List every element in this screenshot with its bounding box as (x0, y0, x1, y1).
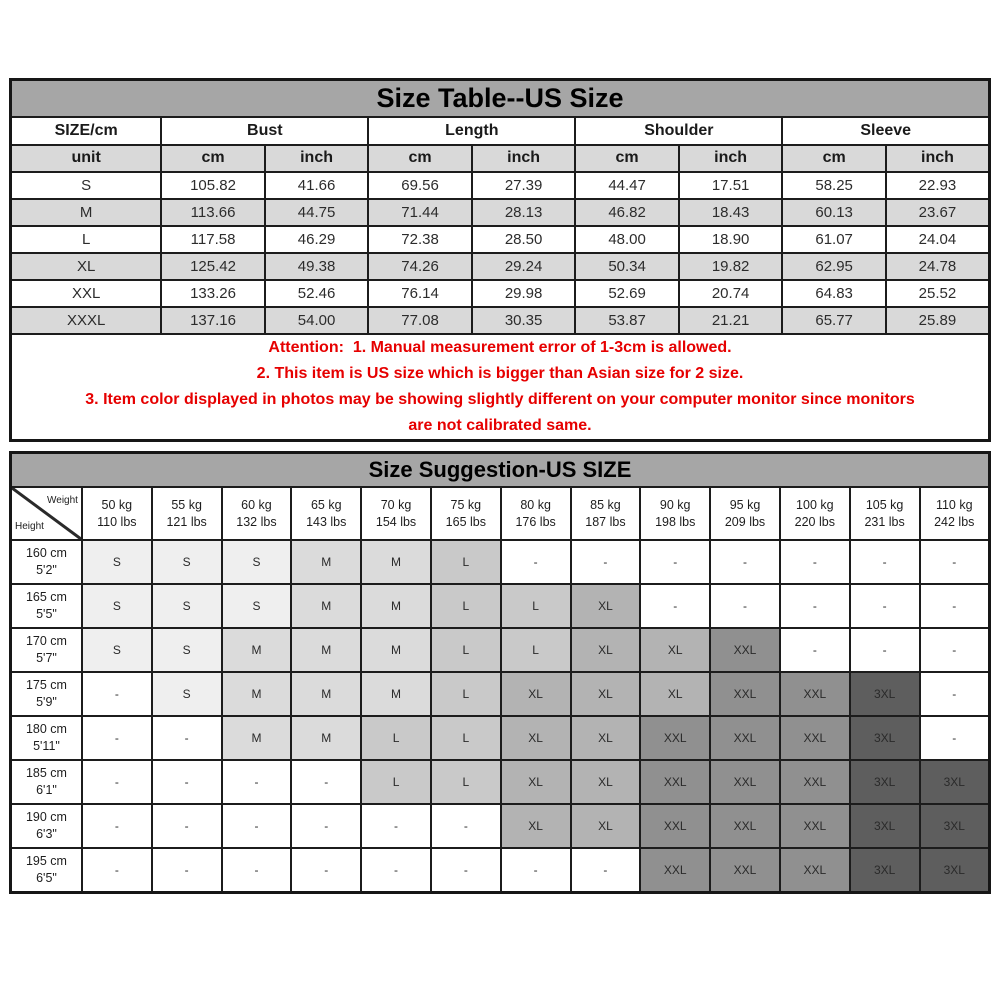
measurement-value-cell: 74.26 (368, 253, 472, 280)
size-suggestion-row (11, 848, 990, 892)
measurement-value-cell: 62.95 (782, 253, 886, 280)
weight-kg-label: 50 kg (101, 497, 133, 512)
measurement-value-cell: 44.47 (575, 172, 679, 199)
size-empty-cell: - (291, 804, 361, 848)
measurement-group-header: Bust (161, 117, 368, 145)
measurement-value-cell: 28.50 (472, 226, 576, 253)
size-recommendation-cell: XXL (780, 672, 850, 716)
attention-note (11, 334, 990, 441)
size-table-unit-row (11, 145, 990, 172)
weight-header-cell (291, 487, 361, 540)
weight-header-cell (780, 487, 850, 540)
height-ft-label: 6'5" (36, 870, 57, 885)
weight-height-corner (11, 487, 82, 540)
size-empty-cell: - (291, 760, 361, 804)
size-empty-cell: - (571, 848, 641, 892)
weight-kg-label: 80 kg (520, 497, 551, 512)
size-empty-cell: - (152, 716, 222, 760)
measurement-value-cell: 52.46 (265, 280, 369, 307)
size-recommendation-cell: L (361, 760, 431, 804)
size-recommendation-cell: S (82, 628, 152, 672)
height-ft-label: 5'7" (36, 651, 57, 665)
size-name-cell: L (11, 226, 162, 253)
size-suggestion-row (11, 584, 990, 628)
height-ft-label: 5'2" (36, 563, 57, 577)
size-suggestion-table (9, 451, 991, 894)
weight-lbs-label: 209 lbs (724, 514, 766, 529)
height-cm-label: 195 cm (25, 853, 67, 868)
weight-header-cell (431, 487, 501, 540)
size-name-cell: M (11, 199, 162, 226)
measurement-value-cell: 20.74 (679, 280, 783, 307)
weight-kg-label: 85 kg (590, 497, 621, 512)
height-header-cell (11, 804, 82, 848)
size-empty-cell: - (361, 804, 431, 848)
size-recommendation-cell: 3XL (920, 760, 990, 804)
corner-height-label: Height (15, 521, 44, 532)
size-recommendation-cell: XXL (710, 628, 780, 672)
size-recommendation-cell: M (361, 672, 431, 716)
weight-header-cell (152, 487, 222, 540)
weight-header-cell (361, 487, 431, 540)
size-empty-cell: - (222, 804, 292, 848)
size-table-row (11, 172, 990, 199)
measurement-value-cell: 25.89 (886, 307, 990, 334)
size-suggestion-row (11, 804, 990, 848)
size-empty-cell: - (571, 540, 641, 584)
size-recommendation-cell: M (222, 716, 292, 760)
size-recommendation-cell: XXL (640, 760, 710, 804)
size-table-row (11, 199, 990, 226)
weight-header-row (11, 487, 990, 540)
size-suggestion-title-row (11, 452, 990, 487)
unit-cell: cm (782, 145, 886, 172)
size-recommendation-cell: L (431, 540, 501, 584)
size-recommendation-cell: XL (501, 804, 571, 848)
height-cm-label: 170 cm (25, 634, 67, 648)
size-empty-cell: - (82, 804, 152, 848)
measurement-value-cell: 58.25 (782, 172, 886, 199)
height-cm-label: 160 cm (25, 546, 67, 560)
size-empty-cell: - (82, 672, 152, 716)
weight-kg-label: 100 kg (796, 497, 834, 512)
size-recommendation-cell: S (82, 540, 152, 584)
weight-header-cell (640, 487, 710, 540)
measurement-value-cell: 53.87 (575, 307, 679, 334)
weight-header-cell (850, 487, 920, 540)
size-empty-cell: - (920, 716, 990, 760)
height-ft-label: 5'9" (36, 695, 57, 709)
size-table-row (11, 307, 990, 334)
height-ft-label: 5'5" (36, 607, 57, 621)
size-table (9, 78, 991, 442)
measurement-value-cell: 54.00 (265, 307, 369, 334)
measurement-value-cell: 61.07 (782, 226, 886, 253)
size-recommendation-cell: XXL (710, 760, 780, 804)
attention-row (11, 334, 990, 441)
attention-line: 3. Item color displayed in photos may be showing slightly different on your computer monitor since monitors (85, 390, 915, 408)
size-recommendation-cell: L (501, 584, 571, 628)
size-recommendation-cell: 3XL (850, 672, 920, 716)
attention-line: 2. This item is US size which is bigger than Asian size for 2 size. (256, 364, 744, 382)
size-empty-cell: - (710, 584, 780, 628)
measurement-value-cell: 49.38 (265, 253, 369, 280)
height-cm-label: 175 cm (25, 678, 67, 692)
measurement-value-cell: 18.90 (679, 226, 783, 253)
size-recommendation-cell: S (222, 584, 292, 628)
size-empty-cell: - (640, 584, 710, 628)
height-header-cell (11, 672, 82, 716)
size-recommendation-cell: L (431, 584, 501, 628)
weight-header-cell (710, 487, 780, 540)
size-recommendation-cell: S (152, 672, 222, 716)
measurement-value-cell: 30.35 (472, 307, 576, 334)
size-recommendation-cell: L (361, 716, 431, 760)
weight-lbs-label: 132 lbs (236, 514, 277, 529)
unit-cell: cm (161, 145, 265, 172)
measurement-value-cell: 76.14 (368, 280, 472, 307)
size-empty-cell: - (152, 760, 222, 804)
weight-header-cell (920, 487, 990, 540)
size-recommendation-cell: M (291, 672, 361, 716)
size-recommendation-cell: XL (640, 628, 710, 672)
measurement-value-cell: 52.69 (575, 280, 679, 307)
size-recommendation-cell: M (361, 628, 431, 672)
weight-header-cell (222, 487, 292, 540)
weight-header-cell (571, 487, 641, 540)
size-table-title-row (11, 80, 990, 117)
height-header-cell (11, 628, 82, 672)
weight-header-cell (82, 487, 152, 540)
size-recommendation-cell: S (82, 584, 152, 628)
size-suggestion-row (11, 716, 990, 760)
size-empty-cell: - (291, 848, 361, 892)
unit-row-label: unit (11, 145, 162, 172)
size-suggestion-row (11, 540, 990, 584)
weight-kg-label: 90 kg (659, 497, 691, 512)
size-recommendation-cell: XL (571, 804, 641, 848)
size-recommendation-cell: XXL (710, 716, 780, 760)
measurement-value-cell: 18.43 (679, 199, 783, 226)
height-ft-label: 6'3" (36, 827, 57, 841)
weight-kg-label: 95 kg (729, 497, 761, 512)
measurement-value-cell: 29.24 (472, 253, 576, 280)
measurement-value-cell: 72.38 (368, 226, 472, 253)
height-header-cell (11, 540, 82, 584)
size-empty-cell: - (920, 584, 990, 628)
measurement-value-cell: 24.04 (886, 226, 990, 253)
weight-kg-label: 55 kg (171, 497, 202, 512)
size-recommendation-cell: XXL (710, 848, 780, 892)
measurement-value-cell: 133.26 (161, 280, 265, 307)
size-table-row (11, 253, 990, 280)
size-recommendation-cell: M (291, 716, 361, 760)
size-recommendation-cell: XXL (640, 716, 710, 760)
measurement-value-cell: 105.82 (161, 172, 265, 199)
size-table-row (11, 226, 990, 253)
unit-cell: inch (472, 145, 576, 172)
size-recommendation-cell: M (222, 672, 292, 716)
measurement-group-header: Sleeve (782, 117, 989, 145)
attention-line: are not calibrated same. (408, 416, 592, 434)
size-recommendation-cell: L (431, 672, 501, 716)
weight-lbs-label: 231 lbs (864, 514, 905, 529)
size-suggestion-title: Size Suggestion-US SIZE (11, 452, 990, 487)
measurement-value-cell: 137.16 (161, 307, 265, 334)
size-recommendation-cell: XL (571, 584, 641, 628)
table-gap (9, 442, 991, 451)
size-empty-cell: - (780, 540, 850, 584)
size-recommendation-cell: XL (501, 716, 571, 760)
height-cm-label: 185 cm (25, 766, 67, 780)
size-recommendation-cell: 3XL (850, 848, 920, 892)
size-empty-cell: - (710, 540, 780, 584)
size-recommendation-cell: S (152, 540, 222, 584)
size-recommendation-cell: M (222, 628, 292, 672)
size-recommendation-cell: M (361, 540, 431, 584)
weight-lbs-label: 165 lbs (445, 514, 486, 529)
size-empty-cell: - (82, 716, 152, 760)
weight-kg-label: 105 kg (865, 497, 904, 512)
unit-cell: cm (368, 145, 472, 172)
measurement-value-cell: 46.29 (265, 226, 369, 253)
weight-lbs-label: 198 lbs (655, 514, 696, 529)
size-suggestion-row (11, 628, 990, 672)
unit-cell: cm (575, 145, 679, 172)
size-recommendation-cell: 3XL (850, 760, 920, 804)
size-recommendation-cell: XXL (780, 848, 850, 892)
height-cm-label: 165 cm (25, 590, 67, 604)
size-empty-cell: - (780, 628, 850, 672)
measurement-value-cell: 46.82 (575, 199, 679, 226)
size-recommendation-cell: XL (571, 760, 641, 804)
measurement-value-cell: 69.56 (368, 172, 472, 199)
size-empty-cell: - (431, 848, 501, 892)
size-recommendation-cell: XXL (780, 716, 850, 760)
measurement-value-cell: 64.83 (782, 280, 886, 307)
measurement-value-cell: 21.21 (679, 307, 783, 334)
size-recommendation-cell: XL (571, 628, 641, 672)
size-empty-cell: - (431, 804, 501, 848)
height-header-cell (11, 716, 82, 760)
height-cm-label: 190 cm (25, 810, 67, 824)
size-table-body (11, 172, 990, 334)
weight-kg-label: 110 kg (935, 497, 973, 512)
measurement-value-cell: 125.42 (161, 253, 265, 280)
size-recommendation-cell: 3XL (920, 804, 990, 848)
weight-lbs-label: 220 lbs (794, 514, 835, 529)
size-recommendation-cell: M (291, 584, 361, 628)
size-recommendation-cell: XXL (640, 804, 710, 848)
size-recommendation-cell: S (152, 628, 222, 672)
size-empty-cell: - (361, 848, 431, 892)
size-recommendation-cell: XL (571, 672, 641, 716)
measurement-group-header: Length (368, 117, 575, 145)
measurement-value-cell: 113.66 (161, 199, 265, 226)
size-recommendation-cell: M (291, 540, 361, 584)
unit-cell: inch (886, 145, 990, 172)
size-recommendation-cell: S (222, 540, 292, 584)
measurement-value-cell: 48.00 (575, 226, 679, 253)
size-empty-cell: - (850, 628, 920, 672)
size-empty-cell: - (222, 848, 292, 892)
measurement-group-header: Shoulder (575, 117, 782, 145)
size-recommendation-cell: XXL (640, 848, 710, 892)
measurement-value-cell: 22.93 (886, 172, 990, 199)
size-empty-cell: - (850, 584, 920, 628)
size-empty-cell: - (920, 540, 990, 584)
size-empty-cell: - (850, 540, 920, 584)
size-suggestion-body (11, 540, 990, 892)
measurement-value-cell: 25.52 (886, 280, 990, 307)
height-ft-label: 6'1" (36, 783, 57, 797)
size-recommendation-cell: XL (640, 672, 710, 716)
measurement-value-cell: 117.58 (161, 226, 265, 253)
weight-lbs-label: 176 lbs (515, 514, 556, 529)
size-empty-cell: - (82, 848, 152, 892)
height-cm-label: 180 cm (25, 722, 67, 736)
weight-kg-label: 70 kg (380, 497, 412, 512)
size-recommendation-cell: XXL (710, 804, 780, 848)
size-name-cell: S (11, 172, 162, 199)
size-table-title: Size Table--US Size (11, 80, 990, 117)
weight-lbs-label: 242 lbs (934, 514, 975, 529)
size-recommendation-cell: XXL (780, 760, 850, 804)
corner-weight-label: Weight (47, 495, 78, 506)
size-recommendation-cell: 3XL (920, 848, 990, 892)
size-empty-cell: - (501, 848, 571, 892)
size-recommendation-cell: L (431, 716, 501, 760)
height-header-cell (11, 584, 82, 628)
weight-lbs-label: 154 lbs (375, 514, 417, 529)
measurement-value-cell: 17.51 (679, 172, 783, 199)
measurement-value-cell: 71.44 (368, 199, 472, 226)
size-table-row (11, 280, 990, 307)
weight-lbs-label: 121 lbs (166, 514, 207, 529)
size-suggestion-row (11, 672, 990, 716)
size-recommendation-cell: 3XL (850, 716, 920, 760)
size-table-header-row (11, 117, 990, 145)
size-empty-cell: - (152, 848, 222, 892)
weight-lbs-label: 110 lbs (97, 514, 137, 529)
height-header-cell (11, 848, 82, 892)
measurement-value-cell: 24.78 (886, 253, 990, 280)
size-recommendation-cell: M (291, 628, 361, 672)
measurement-value-cell: 28.13 (472, 199, 576, 226)
size-name-cell: XXL (11, 280, 162, 307)
weight-header-cell (501, 487, 571, 540)
size-name-cell: XL (11, 253, 162, 280)
size-empty-cell: - (82, 760, 152, 804)
measurement-value-cell: 19.82 (679, 253, 783, 280)
measurement-value-cell: 44.75 (265, 199, 369, 226)
height-ft-label: 5'11" (33, 739, 60, 753)
size-recommendation-cell: XL (501, 760, 571, 804)
size-recommendation-cell: M (361, 584, 431, 628)
weight-lbs-label: 187 lbs (585, 514, 626, 529)
weight-kg-label: 60 kg (241, 497, 272, 512)
weight-kg-label: 75 kg (450, 497, 482, 512)
size-recommendation-cell: XXL (710, 672, 780, 716)
measurement-value-cell: 50.34 (575, 253, 679, 280)
unit-cell: inch (679, 145, 783, 172)
size-empty-cell: - (152, 804, 222, 848)
size-recommendation-cell: XL (501, 672, 571, 716)
measurement-value-cell: 65.77 (782, 307, 886, 334)
measurement-value-cell: 60.13 (782, 199, 886, 226)
measurement-value-cell: 29.98 (472, 280, 576, 307)
size-table-corner-header: SIZE/cm (11, 117, 162, 145)
size-recommendation-cell: XXL (780, 804, 850, 848)
size-empty-cell: - (920, 672, 990, 716)
size-recommendation-cell: 3XL (850, 804, 920, 848)
height-header-cell (11, 760, 82, 804)
measurement-value-cell: 41.66 (265, 172, 369, 199)
size-suggestion-row (11, 760, 990, 804)
size-name-cell: XXXL (11, 307, 162, 334)
size-empty-cell: - (222, 760, 292, 804)
size-recommendation-cell: L (431, 628, 501, 672)
size-empty-cell: - (920, 628, 990, 672)
size-recommendation-cell: L (431, 760, 501, 804)
size-recommendation-cell: L (501, 628, 571, 672)
size-empty-cell: - (501, 540, 571, 584)
size-empty-cell: - (780, 584, 850, 628)
attention-line: Attention: 1. Manual measurement error of 1-3cm is allowed. (268, 338, 732, 356)
weight-lbs-label: 143 lbs (306, 514, 347, 529)
size-recommendation-cell: XL (571, 716, 641, 760)
unit-cell: inch (265, 145, 369, 172)
size-empty-cell: - (640, 540, 710, 584)
measurement-value-cell: 27.39 (472, 172, 576, 199)
measurement-value-cell: 23.67 (886, 199, 990, 226)
size-recommendation-cell: S (152, 584, 222, 628)
weight-kg-label: 65 kg (310, 497, 342, 512)
measurement-value-cell: 77.08 (368, 307, 472, 334)
